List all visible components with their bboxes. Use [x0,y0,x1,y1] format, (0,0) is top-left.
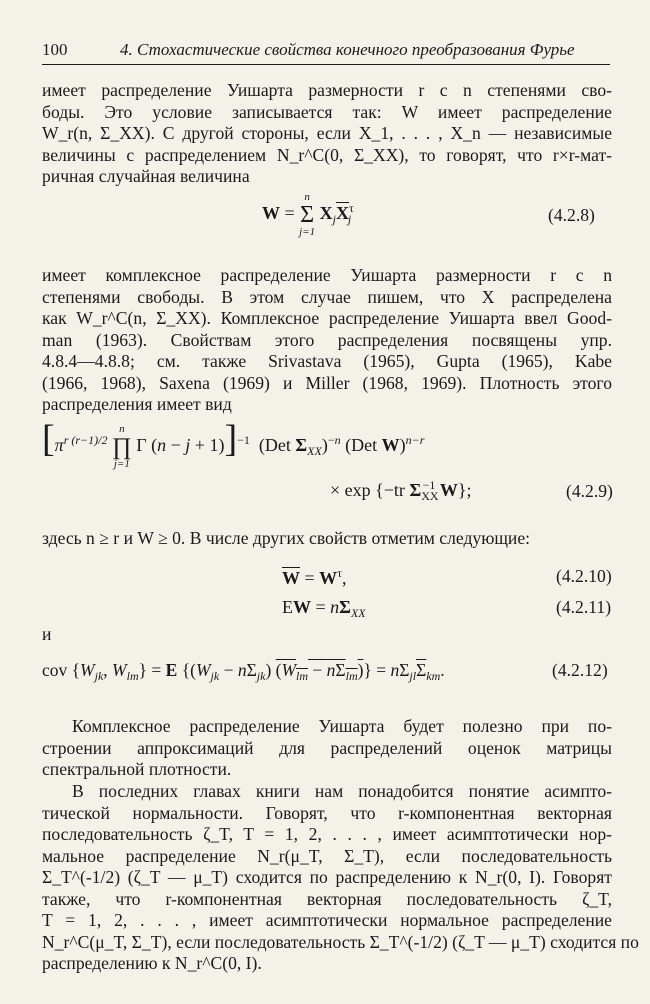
conjunction-and [42,624,612,646]
equation-number: (4.2.11) [556,597,612,617]
equation-4-2-9-part1: [$\pi^{r (r-1)/2}$ n ∏ j=1 Γ (n − j + 1)]$^{-1}$ (Det $\Sigma_{XX})^{-n}$ (Det W)$^{n-r}$ [42,418,425,470]
equation-4-2-10: $\overline{W} = W^\tau$, [282,566,347,588]
text-line: и [42,624,52,644]
text-line: Σ_T^(-1/2) (ζ_T — μ_T) сходится по распределению к N_r(0, I). Говорят [42,867,612,887]
text-line: боды. Это условие записывается так: W имеет распределение [42,101,612,122]
text-line: N_r^C(μ_T, Σ_T), если последовательность Σ_T^(-1/2) (ζ_T — μ_T) сходится по [42,931,639,952]
equation-number: (4.2.12) [552,660,608,680]
text-line: Комплексное распределение Уишарта будет полезно при по- [72,716,612,736]
paragraph-wishart-intro [42,80,612,188]
text-line: 4.8.4—4.8.8; см. также Srivastava (1965), Gupta (1965), Kabe [42,351,612,371]
text-line: T = 1, 2, . . . , имеет асимптотически нормальное распределение [42,910,612,930]
text-line: распределения имеет вид [42,394,232,414]
equation-number: (4.2.10) [556,566,612,586]
equation-4-2-9-part2: × exp {−tr $\Sigma_{XX}^{-1}$ W}; [330,478,472,503]
equation-number: (4.2.9) [566,481,613,501]
paragraph-asymptotic-normality [42,781,639,975]
text-line: man (1963). Свойствам этого распределения посвящены упр. [42,329,612,350]
running-title: 4. Стохастические свойства конечного преобразования Фурье [120,40,575,59]
text-line: распределению к N_r^C(0, I). [42,953,262,973]
text-line: величины с распределением N_r^C(0, Σ_XX), то говорят, что r×r-мат- [42,144,612,165]
equation-4-2-11: EW = $n\Sigma_{XX}$ [282,597,366,620]
paragraph-complex-wishart-use [42,716,612,781]
text-line: также, что r-компонентная векторная последовательность ζ_T, [42,888,612,909]
paragraph-complex-wishart [42,265,612,416]
text-line: имеет комплексное распределение Уишарта размерности r с n [42,265,612,285]
page-number: 100 [42,40,68,59]
text-line: тической нормальности. Говорят, что r-компонентная векторная [42,802,612,823]
running-header [42,40,610,65]
text-line: как W_r^C(n, Σ_XX). Комплексное распределение Уишарта ввел Good- [42,308,612,328]
text-line: строении аппроксимаций для распределений оценок матрицы [42,737,612,758]
equation-4-2-12: cov {$W_{jk}$, $W_{lm}\} = E$ $\{(W_{jk} - n\Sigma_{jk}) (W_{lm} - n\Sigma_{lm})\} = n\Sigma_{jl}\overline{\Sigma}_{km}$. [42,660,445,683]
equation-4-2-8: W = n Σ j=1 $X_j\overline{X}^\tau_j$ [262,191,354,238]
equation-number: (4.2.8) [548,205,595,225]
text-line: имеет распределение Уишарта размерности r с n степенями сво- [42,80,612,100]
text-line: W_r(n, Σ_XX). С другой стороны, если X_1, . . . , X_n — независимые [42,123,612,143]
text-line: здесь n ≥ r и W ≥ 0. В числе других свойств отметим следующие: [42,528,531,548]
text-line: последовательность ζ_T, T = 1, 2, . . . , имеет асимптотически нор- [42,824,612,844]
text-line: ричная случайная величина [42,166,250,186]
text-line: (1966, 1968), Saxena (1969) и Miller (1968, 1969). Плотность этого [42,372,612,393]
text-line: мальное распределение N_r(μ_T, Σ_T), если последовательность [42,845,612,866]
text-line: спектральной плотности. [42,759,232,779]
text-line: степенями свободы. В этом случае пишем, что X распределена [42,286,612,307]
text-line: В последних главах книги нам понадобится понятие асимпто- [72,781,612,801]
paragraph-properties [42,528,612,550]
